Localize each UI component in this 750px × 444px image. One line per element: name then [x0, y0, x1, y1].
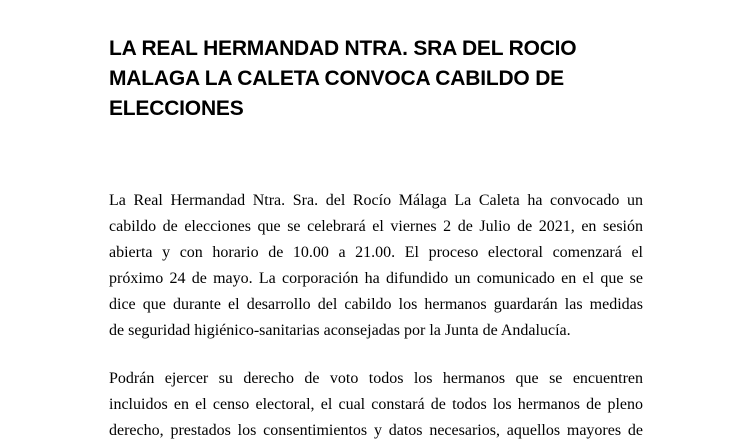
paragraph-line: La Real Hermandad Ntra. Sra. del Rocío Málaga La Caleta ha convocado un	[109, 192, 643, 209]
paragraph-line: derecho, prestados los consentimientos y datos necesarios, aquellos mayores de	[109, 422, 643, 439]
title-line: MALAGA LA CALETA CONVOCA CABILDO DE	[109, 67, 564, 90]
paragraph-1	[109, 188, 643, 344]
paragraph-line: incluidos en el censo electoral, el cual constará de todos los hermanos de pleno	[109, 396, 643, 413]
paragraph-line: de seguridad higiénico-sanitarias aconsejadas por la Junta de Andalucía.	[109, 322, 571, 339]
title-line: ELECCIONES	[109, 97, 244, 120]
title-line: LA REAL HERMANDAD NTRA. SRA DEL ROCIO	[109, 37, 577, 60]
paragraph-line: dice que durante el desarrollo del cabildo los hermanos guardarán las medidas	[109, 296, 643, 313]
paragraph-line: próximo 24 de mayo. La corporación ha difundido un comunicado en el que se	[109, 270, 643, 287]
document-title	[109, 34, 669, 124]
paragraph-line: Podrán ejercer su derecho de voto todos los hermanos que se encuentren	[109, 370, 643, 387]
paragraph-2	[109, 366, 643, 444]
paragraph-line: cabildo de elecciones que se celebrará el viernes 2 de Julio de 2021, en sesión	[109, 218, 643, 235]
paragraph-line: abierta y con horario de 10.00 a 21.00. El proceso electoral comenzará el	[109, 244, 643, 261]
